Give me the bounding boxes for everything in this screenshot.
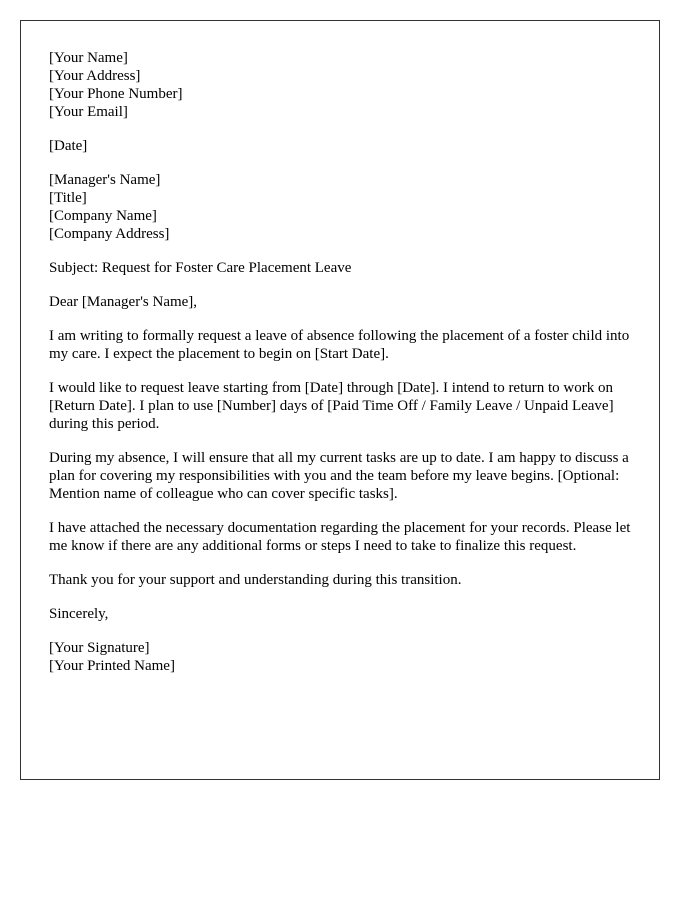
paragraph-documentation: I have attached the necessary documentation regarding the placement for your records. Please let me know if there are any additional forms or steps I need to take to finalize this request. — [49, 520, 631, 554]
sender-email: [Your Email] — [49, 104, 128, 120]
recipient-company: [Company Name] — [49, 208, 157, 224]
signature-block — [49, 639, 639, 675]
letter-date: [Date] — [49, 138, 88, 154]
subject-line: Subject: Request for Foster Care Placement Leave — [49, 260, 352, 276]
printed-name: [Your Printed Name] — [49, 658, 175, 674]
sender-phone: [Your Phone Number] — [49, 86, 183, 102]
recipient-address: [Company Address] — [49, 226, 170, 242]
recipient-block — [49, 171, 639, 243]
paragraph-leave-dates: I would like to request leave starting from [Date] through [Date]. I intend to return to work on [Return Date]. I plan to use [Number] days of [Paid Time Off / Family Leave / Unpaid Leave] during this period. — [49, 380, 614, 432]
paragraph-thanks: Thank you for your support and understanding during this transition. — [49, 572, 462, 588]
paragraph-coverage: During my absence, I will ensure that all my current tasks are up to date. I am happy to discuss a plan for covering my responsibilities with you and the team before my leave begins. [Optional: Mention name of colleague who can cover specific tasks]. — [49, 450, 629, 502]
paragraph-intro: I am writing to formally request a leave of absence following the placement of a foster child into my care. I expect the placement to begin on [Start Date]. — [49, 328, 630, 362]
sender-name: [Your Name] — [49, 50, 128, 66]
recipient-title: [Title] — [49, 190, 87, 206]
salutation: Dear [Manager's Name], — [49, 294, 198, 310]
sender-address: [Your Address] — [49, 68, 141, 84]
closing: Sincerely, — [49, 606, 109, 622]
recipient-name: [Manager's Name] — [49, 172, 161, 188]
letter-page — [20, 20, 660, 780]
date-block — [49, 137, 639, 155]
letter-body — [49, 49, 639, 691]
signature-placeholder: [Your Signature] — [49, 640, 150, 656]
sender-block — [49, 49, 639, 121]
